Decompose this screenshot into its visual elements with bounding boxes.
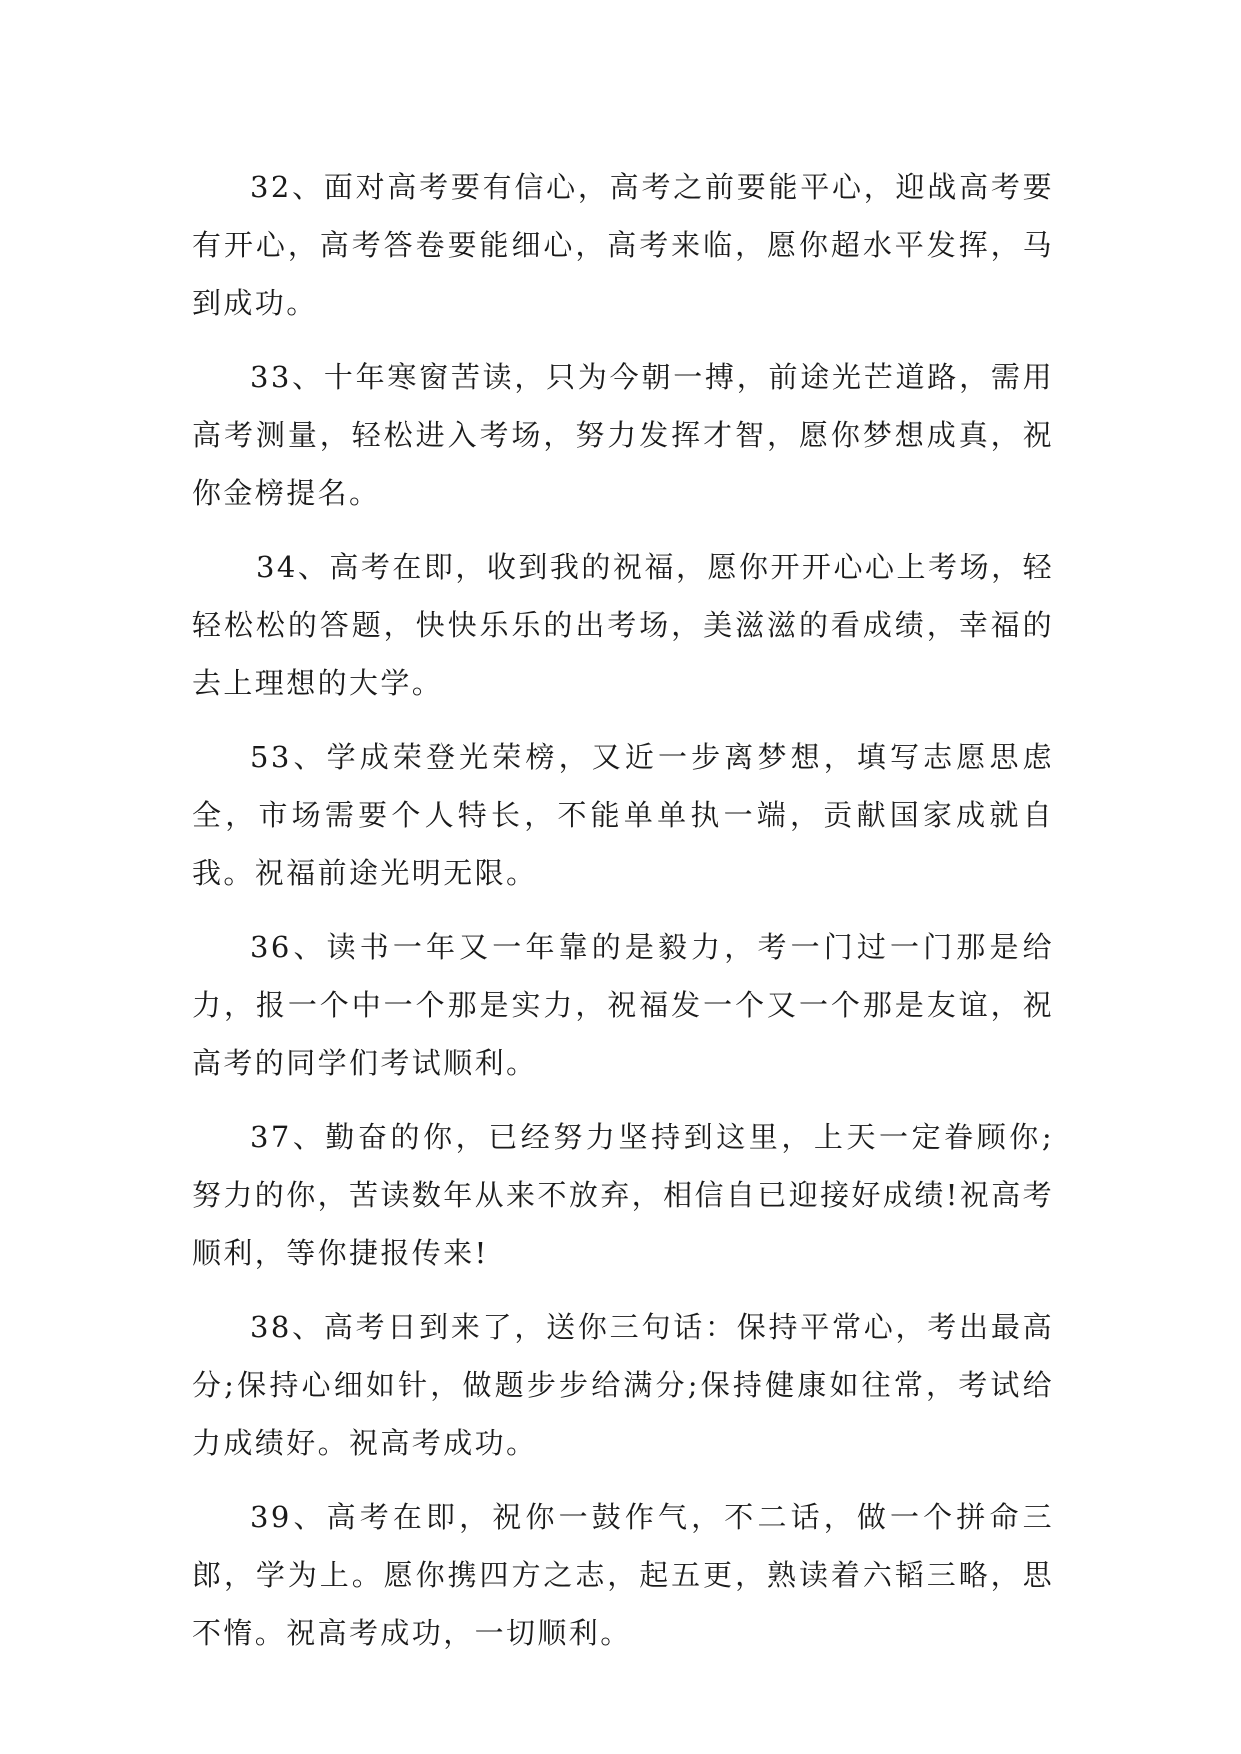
paragraph-37: 37、勤奋的你，已经努力坚持到这里，上天一定眷顾你;努力的你，苦读数年从来不放弃，相信自已迎接好成绩!祝高考顺利，等你捷报传来!: [192, 1120, 1054, 1270]
paragraph-53: 53、学成荣登光荣榜，又近一步离梦想，填写志愿思虑全，市场需要个人特长，不能单单执一端，贡献国家成就自我。祝福前途光明无限。: [192, 740, 1054, 890]
paragraph-33: 33、十年寒窗苦读，只为今朝一搏，前途光芒道路，需用高考测量，轻松进入考场，努力发挥才智，愿你梦想成真，祝你金榜提名。: [192, 360, 1054, 510]
paragraph-36: 36、读书一年又一年靠的是毅力，考一门过一门那是给力，报一个中一个那是实力，祝福发一个又一个那是友谊，祝高考的同学们考试顺利。: [192, 930, 1054, 1080]
document-body: [192, 158, 1054, 1678]
paragraph-38: 38、高考日到来了，送你三句话：保持平常心，考出最高分;保持心细如针，做题步步给满分;保持健康如往常，考试给力成绩好。祝高考成功。: [192, 1310, 1054, 1460]
paragraph-34: 34、高考在即，收到我的祝福，愿你开开心心上考场，轻轻松松的答题，快快乐乐的出考场，美滋滋的看成绩，幸福的去上理想的大学。: [192, 550, 1054, 700]
paragraph-32: 32、面对高考要有信心，高考之前要能平心，迎战高考要有开心，高考答卷要能细心，高考来临，愿你超水平发挥，马到成功。: [192, 170, 1054, 320]
paragraph-39: 39、高考在即，祝你一鼓作气，不二话，做一个拼命三郎，学为上。愿你携四方之志，起五更，熟读着六韬三略，思不惰。祝高考成功，一切顺利。: [192, 1500, 1054, 1650]
